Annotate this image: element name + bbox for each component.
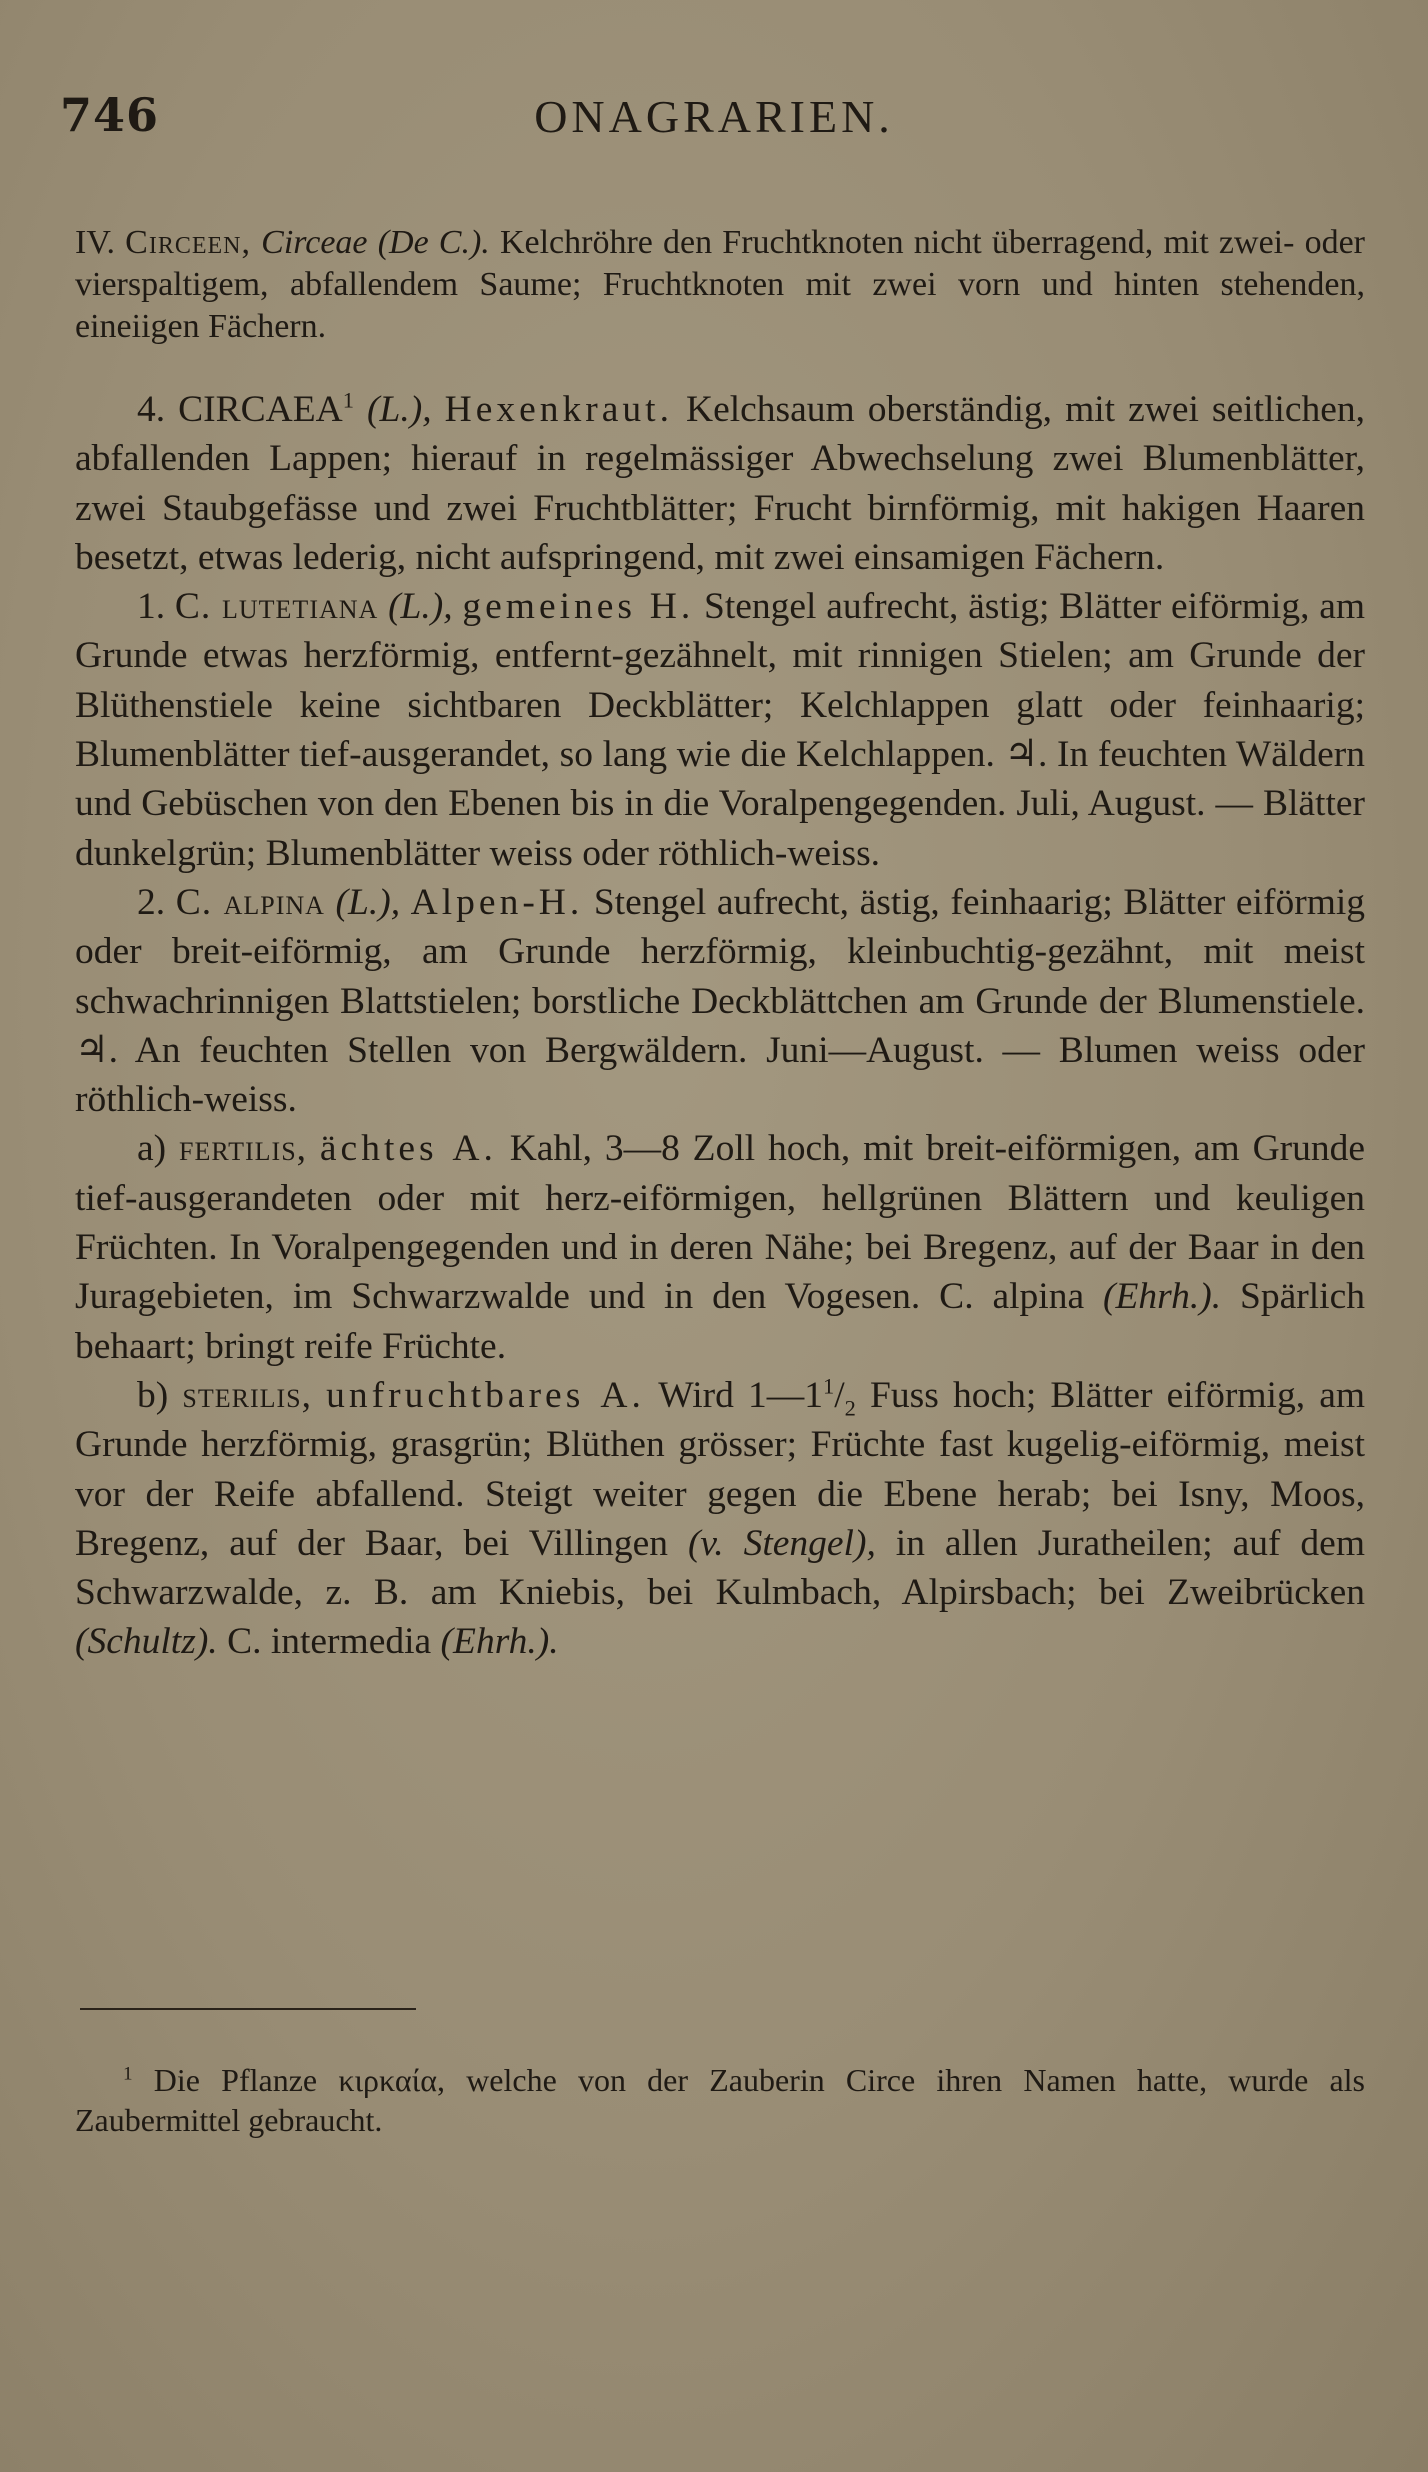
species-1-paragraph — [75, 582, 1365, 878]
section-name: Circeen, — [125, 224, 251, 261]
variety-a-label: a) — [137, 1128, 167, 1170]
variety-b-name: sterilis, — [182, 1374, 312, 1416]
genus-common-name: Hexenkraut. — [444, 389, 673, 430]
genus-author: (L.), — [367, 389, 432, 430]
section-author: (De C.). — [377, 224, 490, 261]
variety-b-paragraph: b) sterilis, unfruchtbares A. Wird $1—1^1/_2$ Fuss hoch; Blätter eiförmig, am Grunde herzförmig, grasgrün; Blüthen grösser; Früchte fast kugelig-eiförmig, meist vor der Reife abfallend. Steigt weiter gegen die Ebene herab; bei Isny, Moos, Bregenz, auf der Baar, bei Villingen (v. Stengel), in allen Juratheilen; auf dem Schwarzwalde, z. B. am Kniebis, bei Kulmbach, Alpirsbach; bei Zweibrücken (Schultz). C. intermedia (Ehrh.). — [75, 1373, 1366, 1663]
variety-a-name: fertilis, — [179, 1128, 308, 1170]
variety-b-reference-2: (Schultz). — [75, 1621, 218, 1663]
species-2-common-name: Alpen-H. — [410, 881, 584, 923]
variety-a-note: Spärlich behaart; bringt reife Früchte. — [75, 1276, 1365, 1367]
footnote-divider — [80, 2008, 416, 2010]
variety-b-reference-1: (v. Stengel), — [687, 1522, 876, 1564]
variety-a-paragraph — [75, 1124, 1365, 1370]
genus-number: 4. — [137, 389, 166, 430]
page-number: 746 — [60, 88, 160, 142]
section-iv — [75, 222, 1365, 348]
species-1-description: Stengel aufrecht, ästig; Blätter eiförmig, am Grunde etwas herzförmig, entfernt-gezähnelt, mit rinnigen Stielen; am Grunde der Blüthenstiele keine sichtbaren Deckblätter; Kelchlappen glatt oder feinhaarig; Blumenblätter tief-ausgerandet, so lang wie die Kelchlappen. — [75, 586, 1366, 776]
main-text — [75, 385, 1365, 1667]
variety-b-distribution: in allen Juratheilen; auf dem Schwarzwalde, z. B. am Kniebis, bei Kulmbach, Alpirsbach; bei Zweibrücken — [75, 1522, 1365, 1614]
fraction-numerator: 1 — [822, 1373, 835, 1399]
species-2-number: 2. — [137, 881, 166, 923]
section-text: Kelchröhre den Fruchtknoten nicht überragend, mit zwei- oder vierspaltigem, abfallendem Saume; Fruchtknoten mit zwei vorn und hinten stehenden, eineiigen Fächern. — [75, 224, 1366, 345]
species-1-name: C. lutetiana — [174, 586, 379, 628]
variety-b-common-name: unfruchtbares A. — [326, 1374, 645, 1416]
species-2-description: Stengel aufrecht, ästig, feinhaarig; Blätter eiförmig oder breit-eiförmig, am Grunde herzförmig, kleinbuchtig-gezähnt, mit meist schwachrinnigen Blattstielen; borstliche Deckblättchen am Grunde der Blumenstiele. — [75, 881, 1366, 1022]
section-number: IV. — [75, 224, 115, 261]
perennial-symbol: ♃. — [75, 1029, 118, 1071]
species-1-author: (L.), — [388, 586, 453, 628]
footnote-number: 1 — [123, 2063, 133, 2085]
variety-a-common-name: ächtes A. — [319, 1128, 497, 1170]
variety-b-description: Fuss hoch; Blätter eiförmig, am Grunde herzförmig, grasgrün; Blüthen grösser; Früchte fast kugelig-eiförmig, meist vor der Reife abfallend. Steigt weiter gegen die Ebene herab; bei Isny, Moos, Bregenz, auf der Baar, bei Villingen — [75, 1374, 1366, 1564]
variety-b-height: Wird 1—1 — [658, 1374, 823, 1416]
variety-b-synonym: C. intermedia — [227, 1621, 432, 1663]
footnote-text: Die Pflanze κιρκαία, welche von der Zauberin Circe ihren Namen hatte, wurde als Zaubermittel gebraucht. — [75, 2062, 1365, 2138]
footnote-mark: 1 — [342, 387, 354, 413]
variety-b-reference-3: (Ehrh.). — [440, 1621, 559, 1663]
species-2-habitat: An feuchten Stellen von Bergwäldern. Juni—August. — Blumen weiss oder röthlich-weiss. — [75, 1029, 1365, 1121]
species-1-number: 1. — [137, 586, 166, 628]
species-2-paragraph — [75, 878, 1365, 1124]
variety-b-label: b) — [137, 1374, 169, 1416]
genus-paragraph — [75, 385, 1365, 582]
fraction-denominator: 2 — [844, 1395, 856, 1421]
variety-a-reference: (Ehrh.). — [1103, 1276, 1222, 1318]
variety-a-description: Kahl, 3—8 Zoll hoch, mit breit-eiförmigen, am Grunde tief-ausgerandeten oder mit herz-eiförmigen, hellgrünen Blättern und keuligen Früchten. In Voralpengegenden und in deren Nähe; bei Bregenz, auf der Baar in den Juragebieten, im Schwarzwalde und in den Vogesen. C. alpina — [75, 1128, 1366, 1318]
species-1-common-name: gemeines H. — [462, 586, 695, 628]
running-head: ONAGRARIEN. — [534, 91, 894, 142]
genus-name: CIRCAEA — [178, 389, 343, 430]
species-1-habitat: In feuchten Wäldern und Gebüschen von den Ebenen bis in die Voralpengegenden. Juli, August. — Blätter dunkelgrün; Blumenblätter weiss oder röthlich-weiss. — [75, 734, 1366, 874]
footnote — [75, 2060, 1365, 2140]
genus-description: Kelchsaum oberständig, mit zwei seitlichen, abfallenden Lappen; hierauf in regelmässiger Abwechselung zwei Blumenblätter, zwei Staubgefässe und zwei Fruchtblätter; Frucht birnförmig, mit hakigen Haaren besetzt, etwas lederig, nicht aufspringend, mit zwei einsamigen Fächern. — [75, 389, 1365, 578]
species-2-author: (L.), — [335, 881, 401, 923]
section-latin: Circeae — [261, 224, 368, 261]
species-2-name: C. alpina — [175, 881, 325, 923]
perennial-symbol: ♃. — [1004, 734, 1048, 776]
